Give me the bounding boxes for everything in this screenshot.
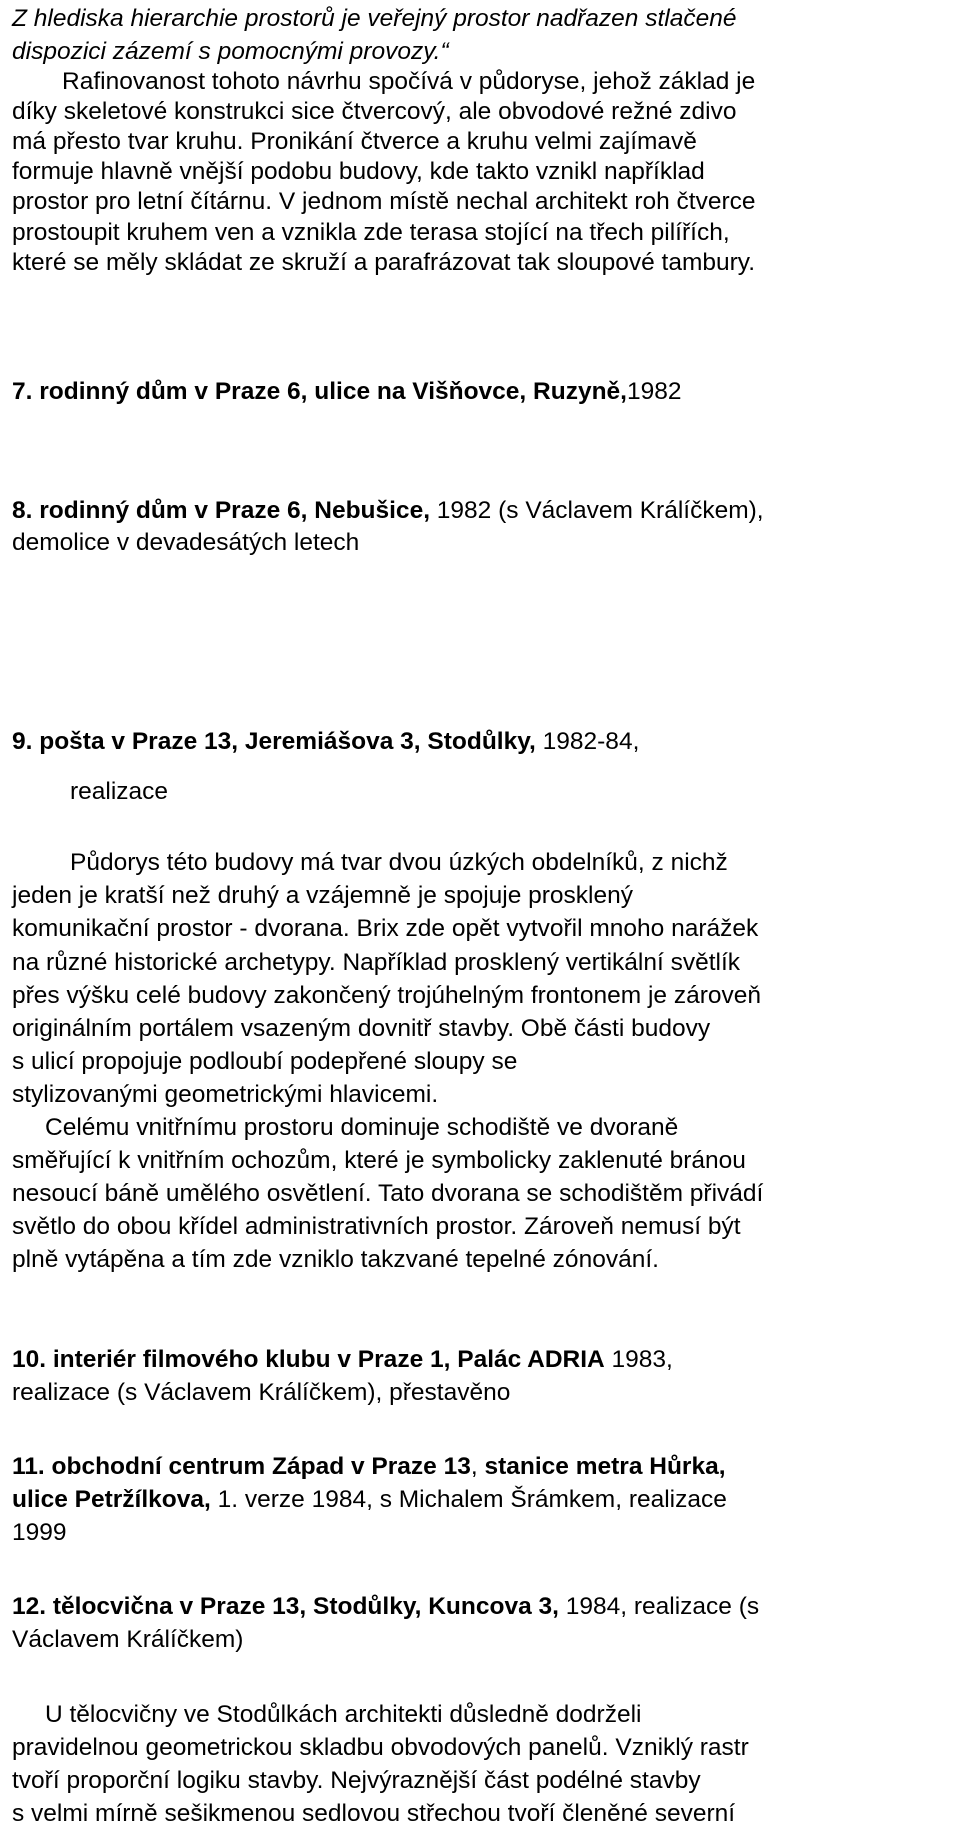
item-detail: 1984, realizace (s	[558, 1593, 760, 1620]
paragraph-line: s ulicí propojuje podloubí podepřené sloupy se	[12, 1048, 518, 1075]
item-title: 8. rodinný dům v Praze 6, Nebušice,	[12, 497, 430, 524]
paragraph-line: prostoupit kruhem ven a vznikla zde terasa stojící na třech pilířích,	[12, 219, 730, 246]
item-title: 12. tělocvična v Praze 13, Stodůlky, Kuncova 3,	[12, 1593, 559, 1620]
item-heading-8	[12, 496, 764, 526]
paragraph-line: formuje hlavně vnější podobu budovy, kde takto vznikl například	[12, 158, 705, 185]
paragraph-line: U tělocvičny ve Stodůlkách architekti důsledně dodrželi	[45, 1701, 642, 1728]
item-heading-11	[12, 1452, 726, 1482]
item-detail-line: 1999	[12, 1519, 67, 1546]
item-heading-7	[12, 377, 682, 407]
item-title: ulice Petržílkova,	[12, 1486, 211, 1513]
paragraph-line: přes výšku celé budovy zakončený trojúhelným frontonem je zároveň	[12, 982, 761, 1009]
item-detail-line	[12, 1485, 727, 1515]
paragraph-line: Rafinovanost tohoto návrhu spočívá v půdoryse, jehož základ je	[62, 68, 756, 95]
paragraph-line: světlo do obou křídel administrativních prostor. Zároveň nemusí být	[12, 1213, 741, 1240]
item-title: stanice metra Hůrka,	[484, 1453, 726, 1480]
item-detail-line: Václavem Králíčkem)	[12, 1626, 244, 1653]
paragraph-line: plně vytápěna a tím zde vzniklo takzvané tepelné zónování.	[12, 1246, 659, 1273]
paragraph-line: s velmi mírně sešikmenou sedlovou střechou tvoří členěné severní	[12, 1800, 736, 1827]
item-detail: 1982-84,	[535, 728, 640, 755]
item-detail: 1982	[626, 378, 682, 405]
paragraph-line: pravidelnou geometrickou skladbu obvodových panelů. Vzniklý rastr	[12, 1734, 749, 1761]
paragraph-line: na různé historické archetypy. Například prosklený vertikální světlík	[12, 949, 741, 976]
item-separator: ,	[470, 1453, 485, 1480]
paragraph-line: originálním portálem vsazeným dovnitř stavby. Obě části budovy	[12, 1015, 711, 1042]
item-detail: 1. verze 1984, s Michalem Šrámkem, realizace	[210, 1486, 727, 1513]
paragraph-line: Celému vnitřnímu prostoru dominuje schodiště ve dvoraně	[45, 1114, 679, 1141]
item-title: 10. interiér filmového klubu v Praze 1, Palác ADRIA	[12, 1346, 605, 1373]
item-title: 11. obchodní centrum Západ v Praze 13	[12, 1453, 471, 1480]
paragraph-line: má přesto tvar kruhu. Pronikání čtverce a kruhu velmi zajímavě	[12, 128, 697, 155]
item-heading-10	[12, 1345, 673, 1375]
item-title: 9. pošta v Praze 13, Jeremiášova 3, Stodůlky,	[12, 728, 536, 755]
item-title: 7. rodinný dům v Praze 6, ulice na Višňovce, Ruzyně,	[12, 378, 627, 405]
paragraph-line: které se měly skládat ze skruží a parafrázovat tak sloupové tambury.	[12, 249, 756, 276]
paragraph-line: prostor pro letní čítárnu. V jednom místě nechal architekt roh čtverce	[12, 188, 756, 215]
paragraph-line: tvoří proporční logiku stavby. Nejvýraznější část podélné stavby	[12, 1767, 701, 1794]
quote-line: Z hlediska hierarchie prostorů je veřejný prostor nadřazen stlačené	[12, 5, 737, 32]
paragraph-line: díky skeletové konstrukci sice čtvercový, ale obvodové režné zdivo	[12, 98, 737, 125]
item-detail-line: demolice v devadesátých letech	[12, 529, 360, 556]
paragraph-line: stylizovanými geometrickými hlavicemi.	[12, 1081, 439, 1108]
item-detail: 1982 (s Václavem Králíčkem),	[430, 497, 764, 524]
paragraph-line: jeden je kratší než druhý a vzájemně je spojuje prosklený	[12, 882, 634, 909]
item-heading-12	[12, 1592, 759, 1622]
item-heading-9	[12, 727, 639, 757]
paragraph-line: komunikační prostor - dvorana. Brix zde opět vytvořil mnoho narážek	[12, 915, 759, 942]
paragraph-line: Půdorys této budovy má tvar dvou úzkých obdelníků, z nichž	[70, 849, 728, 876]
item-detail-line: realizace	[70, 778, 169, 805]
quote-line: dispozici zázemí s pomocnými provozy.“	[12, 38, 449, 65]
item-detail: 1983,	[604, 1346, 673, 1373]
item-detail-line: realizace (s Václavem Králíčkem), přestavěno	[12, 1379, 511, 1406]
paragraph-line: nesoucí báně umělého osvětlení. Tato dvorana se schodištěm přivádí	[12, 1180, 764, 1207]
paragraph-line: směřující k vnitřním ochozům, které je symbolicky zaklenuté bránou	[12, 1147, 746, 1174]
